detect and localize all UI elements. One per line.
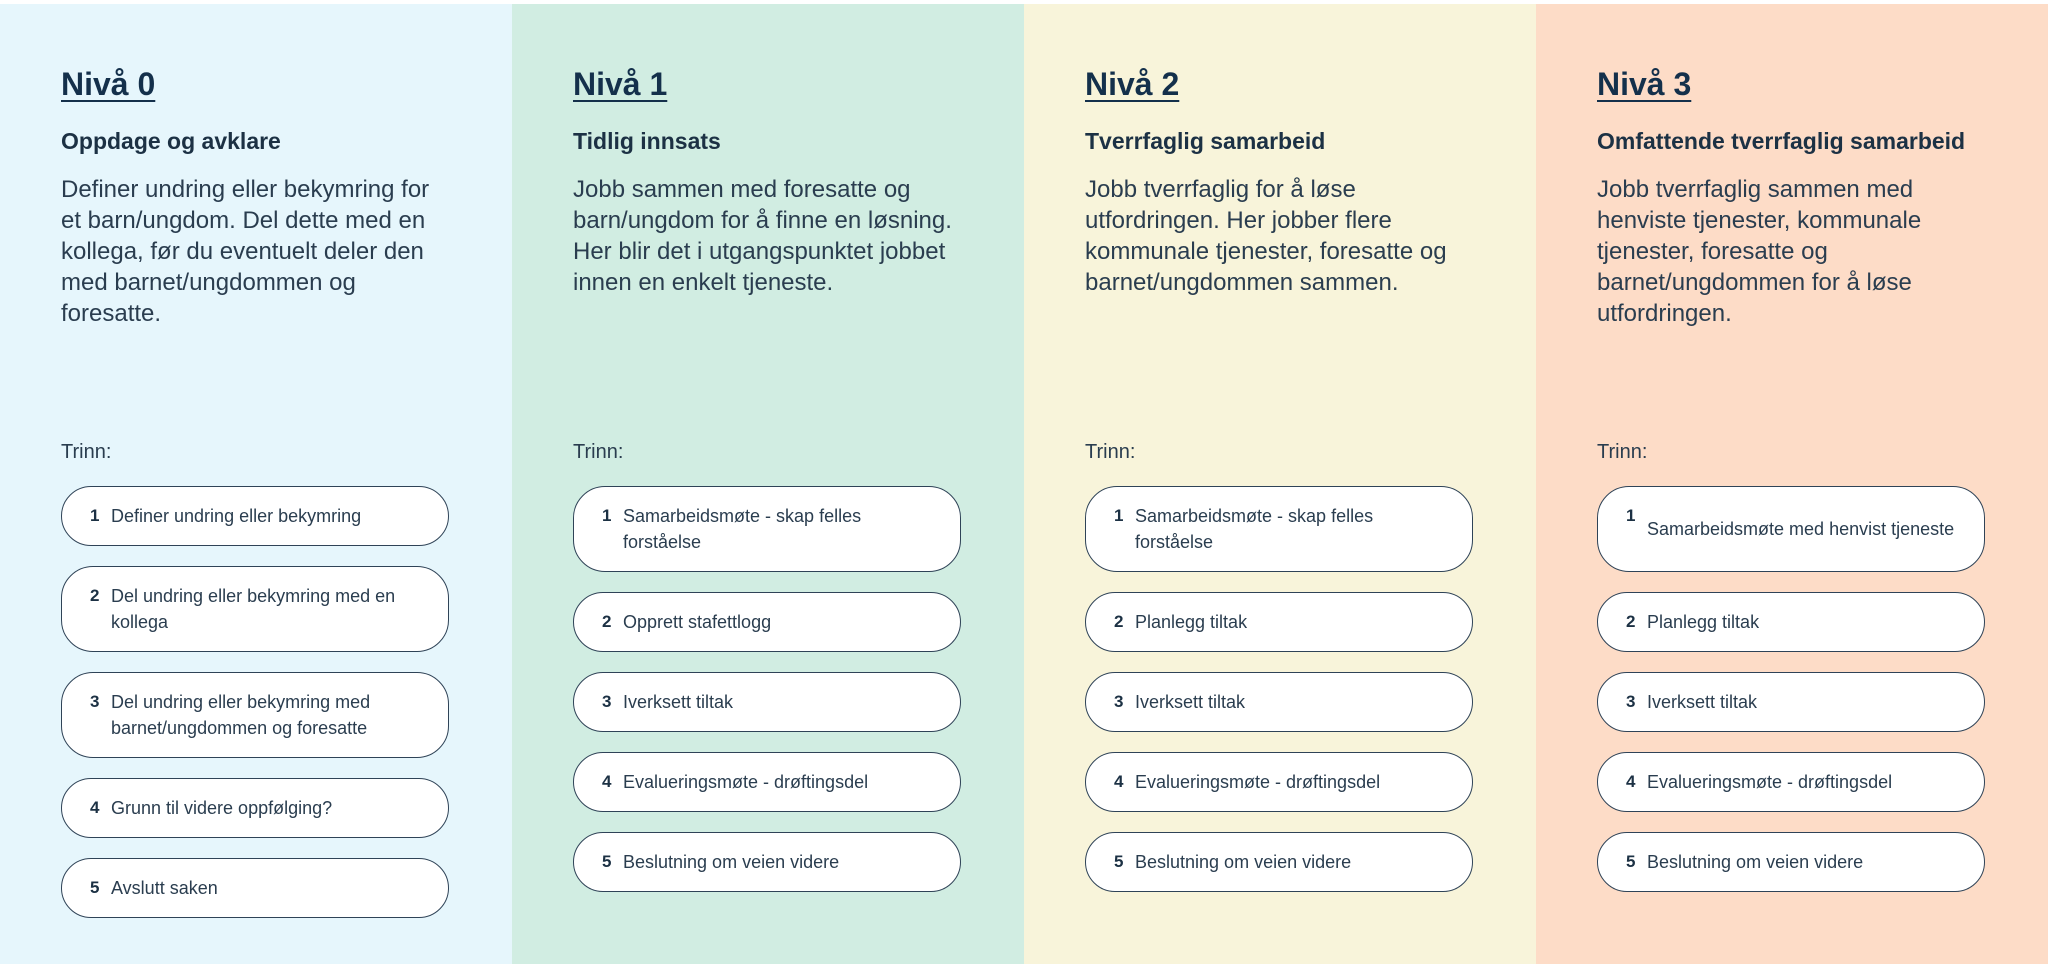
step-number: 5 [90,878,100,897]
step-number: 3 [1114,692,1124,711]
step-label: Evalueringsmøte - drøftingsdel [623,772,869,792]
step-number: 2 [1114,612,1124,631]
step-number: 3 [602,692,612,711]
level-0-step-1[interactable] [61,486,449,546]
level-3-subtitle: Omfattende tverrfaglig samarbeid [1597,128,1966,154]
step-label: Beslutning om veien videre [1647,852,1864,872]
level-2-steps [1085,486,1473,912]
level-2-column [1024,4,1536,964]
step-number: 4 [1114,772,1124,791]
level-3-step-5[interactable] [1597,832,1985,892]
level-0-description: Definer undring eller bekymring for et barn/ungdom. Del dette med en kollega, før du eventuelt deler den med barnet/ungdommen og foresatte. [61,176,430,327]
step-label: Iverksett tiltak [623,692,734,712]
level-2-step-5[interactable] [1085,832,1473,892]
level-1-step-2[interactable] [573,592,961,652]
step-number: 4 [1626,772,1636,791]
level-2-description: Jobb tverrfaglig for å løse utfordringen. Her jobber flere kommunale tjenester, foresatte og barnet/ungdommen sammen. [1085,176,1447,296]
step-label: Evalueringsmøte - drøftingsdel [1647,772,1893,792]
step-number: 2 [1626,612,1636,631]
level-1-step-1[interactable] [573,486,961,572]
level-1-description: Jobb sammen med foresatte og barn/ungdom for å finne en løsning. Her blir det i utgangspunktet jobbet innen en enkelt tjeneste. [573,176,952,296]
step-label: Avslutt saken [111,878,218,898]
level-2-step-1[interactable] [1085,486,1473,572]
step-number: 3 [90,692,100,711]
level-1-steps-label: Trinn: [573,441,624,463]
step-label: Definer undring eller bekymring [111,506,362,526]
step-label: Grunn til videre oppfølging? [111,798,333,818]
level-3-title-link[interactable]: Nivå 3 [1597,66,1692,102]
level-3-step-2[interactable] [1597,592,1985,652]
level-0-step-4[interactable] [61,778,449,838]
level-3-steps [1597,486,1985,912]
step-number: 1 [90,506,100,525]
level-2-steps-label: Trinn: [1085,441,1136,463]
level-3-steps-label: Trinn: [1597,441,1648,463]
level-1-steps [573,486,961,912]
step-number: 5 [1114,852,1124,871]
step-number: 2 [90,586,100,605]
level-0-step-5[interactable] [61,858,449,918]
level-3-step-3[interactable] [1597,672,1985,732]
step-number: 5 [1626,852,1636,871]
step-number: 2 [602,612,612,631]
level-1-subtitle: Tidlig innsats [573,128,721,154]
step-label: Del undring eller bekymring med barnet/ungdommen og foresatte [111,692,371,738]
level-2-step-2[interactable] [1085,592,1473,652]
level-2-subtitle: Tverrfaglig samarbeid [1085,128,1326,154]
step-label: Beslutning om veien videre [623,852,840,872]
step-number: 4 [602,772,612,791]
step-label: Beslutning om veien videre [1135,852,1352,872]
level-0-title-link[interactable]: Nivå 0 [61,66,156,102]
level-2-step-3[interactable] [1085,672,1473,732]
step-number: 1 [1626,506,1636,525]
level-0-step-2[interactable] [61,566,449,652]
level-2-step-4[interactable] [1085,752,1473,812]
step-label: Samarbeidsmøte - skap felles forståelse [623,506,862,552]
step-label: Evalueringsmøte - drøftingsdel [1135,772,1381,792]
step-label: Samarbeidsmøte med henvist tjeneste [1647,519,1955,539]
step-label: Planlegg tiltak [1135,612,1248,632]
step-number: 5 [602,852,612,871]
level-0-steps-label: Trinn: [61,441,112,463]
level-0-column [0,4,512,964]
level-columns [0,4,2048,964]
step-label: Del undring eller bekymring med en kollega [111,586,396,632]
level-0-steps [61,486,449,938]
level-3-step-4[interactable] [1597,752,1985,812]
level-3-step-1[interactable] [1597,486,1985,572]
step-label: Opprett stafettlogg [623,612,772,632]
step-label: Samarbeidsmøte - skap felles forståelse [1135,506,1374,552]
level-0-step-3[interactable] [61,672,449,758]
level-0-subtitle: Oppdage og avklare [61,128,281,154]
step-number: 1 [602,506,612,525]
level-1-title-link[interactable]: Nivå 1 [573,66,668,102]
step-number: 3 [1626,692,1636,711]
level-3-column [1536,4,2048,964]
step-label: Iverksett tiltak [1647,692,1758,712]
step-number: 4 [90,798,100,817]
level-1-column [512,4,1024,964]
step-label: Planlegg tiltak [1647,612,1760,632]
step-label: Iverksett tiltak [1135,692,1246,712]
level-3-description: Jobb tverrfaglig sammen med henviste tjenester, kommunale tjenester, foresatte og barnet/ungdommen for å løse utfordringen. [1597,176,1922,327]
level-1-step-3[interactable] [573,672,961,732]
level-2-title-link[interactable]: Nivå 2 [1085,66,1180,102]
level-1-step-5[interactable] [573,832,961,892]
step-number: 1 [1114,506,1124,525]
level-1-step-4[interactable] [573,752,961,812]
